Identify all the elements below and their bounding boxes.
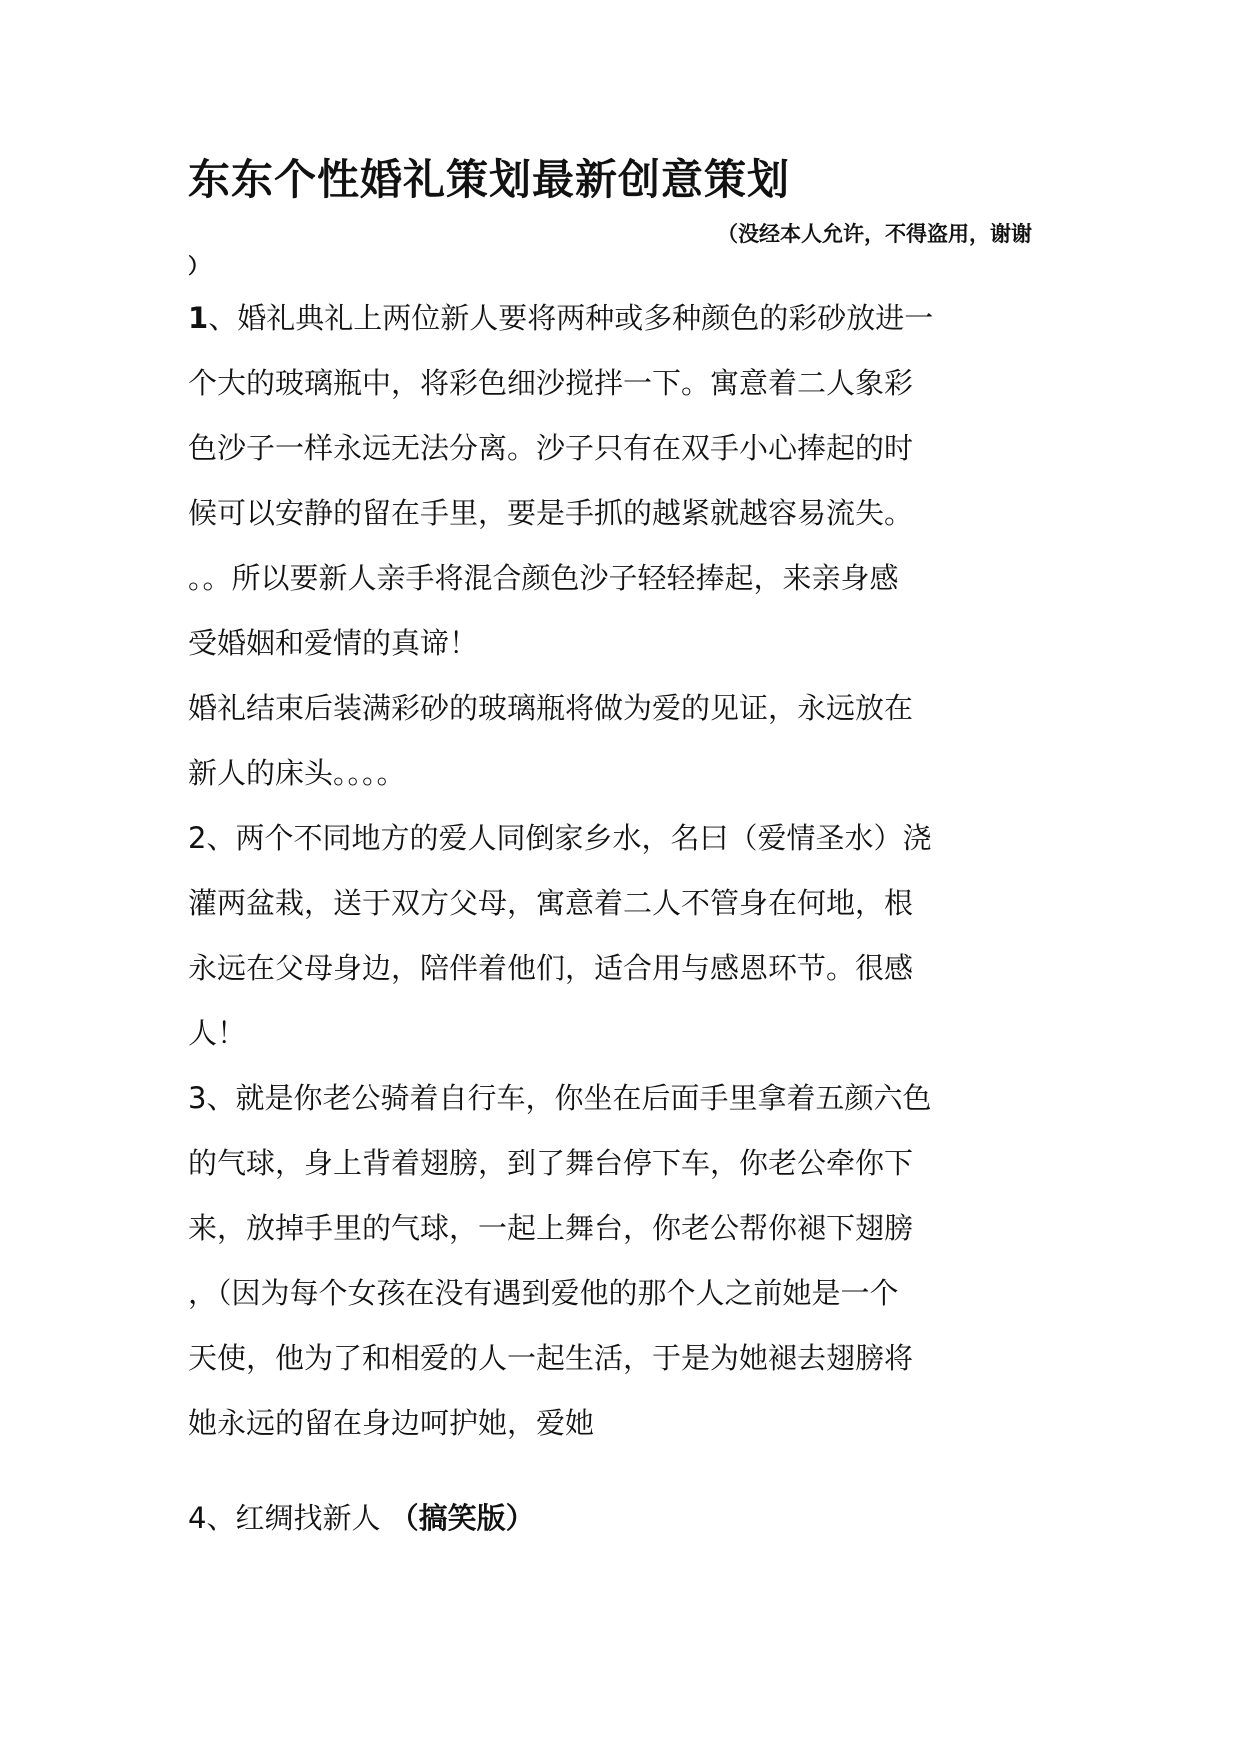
item-1-line-text: 、婚礼典礼上两位新人要将两种或多种颜色的彩砂放进一 [208,301,934,335]
paragraph-line: 灌两盆栽，送于双方父母，寓意着二人不管身在何地，根 [188,886,914,920]
paragraph-line: 她永远的留在身边呵护她，爱她 [188,1406,595,1440]
paragraph-line: 永远在父母身边，陪伴着他们，适合用与感恩环节。很感 [188,951,914,985]
paragraph-line: 个大的玻璃瓶中，将彩色细沙搅拌一下。寓意着二人象彩 [188,366,914,400]
item-4-line [188,1486,1048,1551]
item-1-line [188,286,1048,351]
paragraph-line: ，（因为每个女孩在没有遇到爱他的那个人之前她是一个 [188,1276,899,1310]
paragraph-line: 婚礼结束后装满彩砂的玻璃瓶将做为爱的见证，永远放在 [188,691,914,725]
document-title: 东东个性婚礼策划最新创意策划 [188,155,791,204]
item-1 [188,286,1048,806]
item-4-text: 4、红绸找新人 [188,1501,390,1535]
paragraph-line: 受婚姻和爱情的真谛！ [188,626,479,660]
paragraph-line: 新人的床头。。。。 [188,756,406,790]
paragraph-line: 来，放掉手里的气球，一起上舞台，你老公帮你褪下翅膀 [188,1211,914,1245]
item-2 [188,806,1048,1066]
paragraph-line: 3、就是你老公骑着自行车，你坐在后面手里拿着五颜六色 [188,1081,932,1115]
paragraph-line: 天使，他为了和相爱的人一起生活，于是为她褪去翅膀将 [188,1341,914,1375]
item-4-bold-text: （搞笑版） [389,1501,535,1535]
document-body [188,286,1048,1551]
item-3 [188,1066,1048,1456]
item-4 [188,1486,1048,1551]
item-1-number: 1 [188,301,209,335]
copyright-note-line2: ） [188,253,209,278]
paragraph-line: 2、两个不同地方的爱人同倒家乡水，名曰（爱情圣水）浇 [188,821,932,855]
paragraph-line: 人！ [188,1016,247,1050]
paragraph-line: 。。所以要新人亲手将混合颜色沙子轻轻捧起，来亲身感 [188,561,899,595]
paragraph-line: 色沙子一样永远无法分离。沙子只有在双手小心捧起的时 [188,431,914,465]
paragraph-line: 的气球，身上背着翅膀，到了舞台停下车，你老公牵你下 [188,1146,914,1180]
copyright-note-line1: （没经本人允许，不得盗用，谢谢 [717,221,1032,246]
paragraph-line: 候可以安静的留在手里，要是手抓的越紧就越容易流失。 [188,496,914,530]
paragraph-spacer [188,1456,1048,1486]
copyright-note [188,218,1032,282]
